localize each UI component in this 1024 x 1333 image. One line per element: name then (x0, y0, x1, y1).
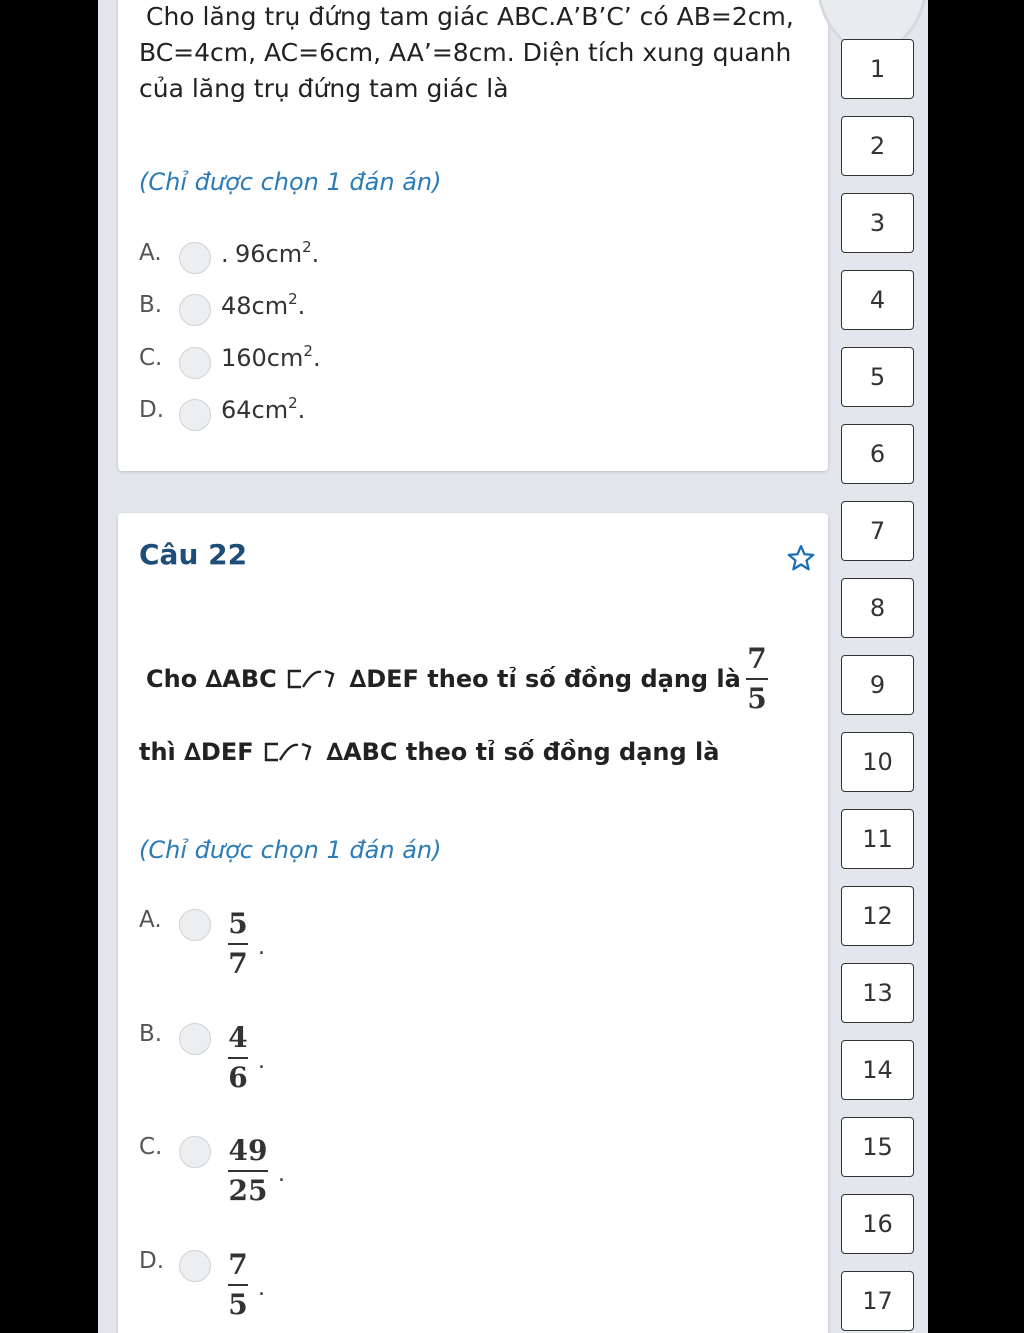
star-icon[interactable] (786, 543, 816, 573)
option-letter: A. (139, 907, 162, 933)
nav-question-7[interactable]: 7 (841, 501, 914, 561)
question-title: Câu 22 (139, 538, 248, 571)
stem-word: thì (139, 738, 176, 766)
triangle-icon: ∆ (326, 738, 344, 766)
option-fraction (228, 1249, 248, 1321)
stem-word: DEF (200, 738, 254, 766)
question-text-line1: Cho lăng trụ đứng tam giác ABC.A’B’C’ có AB=2cm, (146, 2, 794, 31)
fraction-numerator: 7 (228, 1248, 248, 1281)
option-letter: B. (139, 292, 163, 318)
fraction-bar (228, 1170, 268, 1172)
nav-question-6[interactable]: 6 (841, 424, 914, 484)
option-d-radio[interactable] (179, 399, 211, 431)
fraction-bar (228, 1057, 248, 1059)
option-value: $96cm^2$. (235, 238, 320, 268)
option-value: $64cm^2$. (221, 394, 306, 424)
nav-question-5[interactable]: 5 (841, 347, 914, 407)
similar-symbol-icon (262, 741, 318, 763)
nav-question-15[interactable]: 15 (841, 1117, 914, 1177)
similar-symbol-icon (285, 668, 341, 690)
option-d-radio[interactable] (179, 1250, 211, 1282)
option-c-radio[interactable] (179, 347, 211, 379)
nav-question-9[interactable]: 9 (841, 655, 914, 715)
period-mark: . (258, 1276, 265, 1301)
option-value: $48cm^2$. (221, 290, 306, 320)
question-stem-line1 (146, 665, 741, 693)
period-mark: . (258, 935, 265, 960)
stem-word: ABC (222, 665, 277, 693)
fraction-denominator: 6 (228, 1061, 248, 1094)
nav-question-4[interactable]: 4 (841, 270, 914, 330)
option-a-radio[interactable] (179, 909, 211, 941)
option-fraction (228, 1022, 248, 1094)
period-mark: . (278, 1162, 285, 1187)
triangle-icon: ∆ (205, 665, 223, 693)
choice-hint: (Chỉ được chọn 1 đán án) (139, 836, 442, 864)
nav-question-11[interactable]: 11 (841, 809, 914, 869)
fraction-bar (746, 678, 768, 680)
fraction-denominator: 25 (228, 1174, 268, 1207)
option-fraction (228, 1135, 268, 1207)
question-text-line2: BC=4cm, AC=6cm, AA’=8cm. Diện tích xung quanh (139, 38, 792, 67)
option-letter: C. (139, 345, 163, 371)
question-card-22 (118, 513, 828, 1333)
fraction-denominator: 5 (228, 1288, 248, 1321)
option-letter: A. (139, 240, 162, 266)
option-b-radio[interactable] (179, 294, 211, 326)
nav-question-12[interactable]: 12 (841, 886, 914, 946)
quiz-viewport (98, 0, 928, 1333)
nav-question-10[interactable]: 10 (841, 732, 914, 792)
fraction-numerator: 5 (228, 907, 248, 940)
stem-word: Cho (146, 665, 198, 693)
fraction-bar (228, 943, 248, 945)
nav-question-13[interactable]: 13 (841, 963, 914, 1023)
option-letter: C. (139, 1134, 163, 1160)
stem-word: ABC theo tỉ số đồng dạng là (343, 738, 720, 766)
stem-fraction (746, 643, 768, 715)
period-mark: . (258, 1049, 265, 1074)
question-text-line3: của lăng trụ đứng tam giác là (139, 74, 509, 103)
triangle-icon: ∆ (349, 665, 367, 693)
option-b-radio[interactable] (179, 1023, 211, 1055)
fraction-numerator: 7 (747, 642, 767, 675)
option-c-radio[interactable] (179, 1136, 211, 1168)
fraction-numerator: 4 (228, 1021, 248, 1054)
fraction-denominator: 7 (228, 947, 248, 980)
option-letter: D. (139, 1248, 165, 1274)
choice-hint: (Chỉ được chọn 1 đán án) (139, 168, 442, 196)
nav-question-16[interactable]: 16 (841, 1194, 914, 1254)
question-stem-line2 (139, 738, 719, 766)
nav-question-17[interactable]: 17 (841, 1271, 914, 1331)
nav-question-3[interactable]: 3 (841, 193, 914, 253)
nav-question-14[interactable]: 14 (841, 1040, 914, 1100)
option-letter: B. (139, 1021, 163, 1047)
triangle-icon: ∆ (184, 738, 201, 766)
nav-question-1[interactable]: 1 (841, 39, 914, 99)
question-card-21 (118, 0, 828, 471)
nav-question-2[interactable]: 2 (841, 116, 914, 176)
fraction-numerator: 49 (228, 1134, 268, 1167)
option-letter: D. (139, 397, 165, 423)
option-a-radio[interactable] (179, 242, 211, 274)
option-value: $160cm^2$. (221, 342, 321, 372)
fraction-bar (228, 1284, 248, 1286)
dot-mark: . (221, 240, 229, 268)
fraction-denominator: 5 (747, 682, 767, 715)
stem-word: DEF theo tỉ số đồng dạng là (366, 665, 741, 693)
nav-question-8[interactable]: 8 (841, 578, 914, 638)
option-fraction (228, 908, 248, 980)
